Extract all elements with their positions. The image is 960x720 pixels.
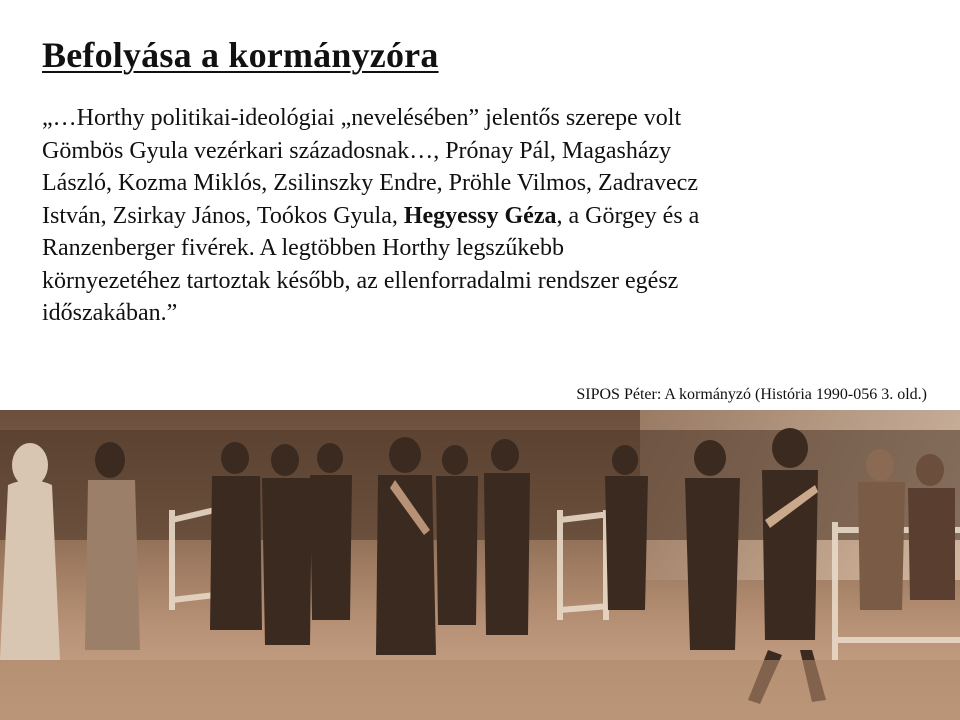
highlighted-name: Hegyessy Géza — [403, 202, 557, 229]
citation: SIPOS Péter: A kormányzó (História 1990-056 3. old.) — [576, 386, 927, 403]
quote-line-4 — [42, 200, 922, 233]
quote-line-6: környezetéhez tartoztak később, az ellenforradalmi rendszer egész — [42, 267, 679, 294]
quote-line-2: Gömbös Gyula vezérkari századosnak…, Prónay Pál, Magasházy — [42, 137, 672, 164]
quote-line-4-post: , a Görgey és a — [556, 202, 700, 229]
slide-title: Befolyása a kormányzóra — [42, 35, 439, 75]
quote-line-1: „…Horthy politikai-ideológiai „nevelésében” jelentős szerepe volt — [42, 105, 682, 131]
photo-illustration — [0, 410, 960, 720]
quote-line-7: időszakában.” — [42, 300, 178, 326]
quote-line-3: László, Kozma Miklós, Zsilinszky Endre, Pröhle Vilmos, Zadravecz — [42, 170, 698, 196]
quote-line-5: Ranzenberger fivérek. A legtöbben Horthy legszűkebb — [42, 235, 565, 261]
historical-photo — [0, 410, 960, 720]
quote-block — [42, 102, 922, 330]
quote-line-4-pre: István, Zsirkay János, Toókos Gyula, — [42, 202, 404, 229]
